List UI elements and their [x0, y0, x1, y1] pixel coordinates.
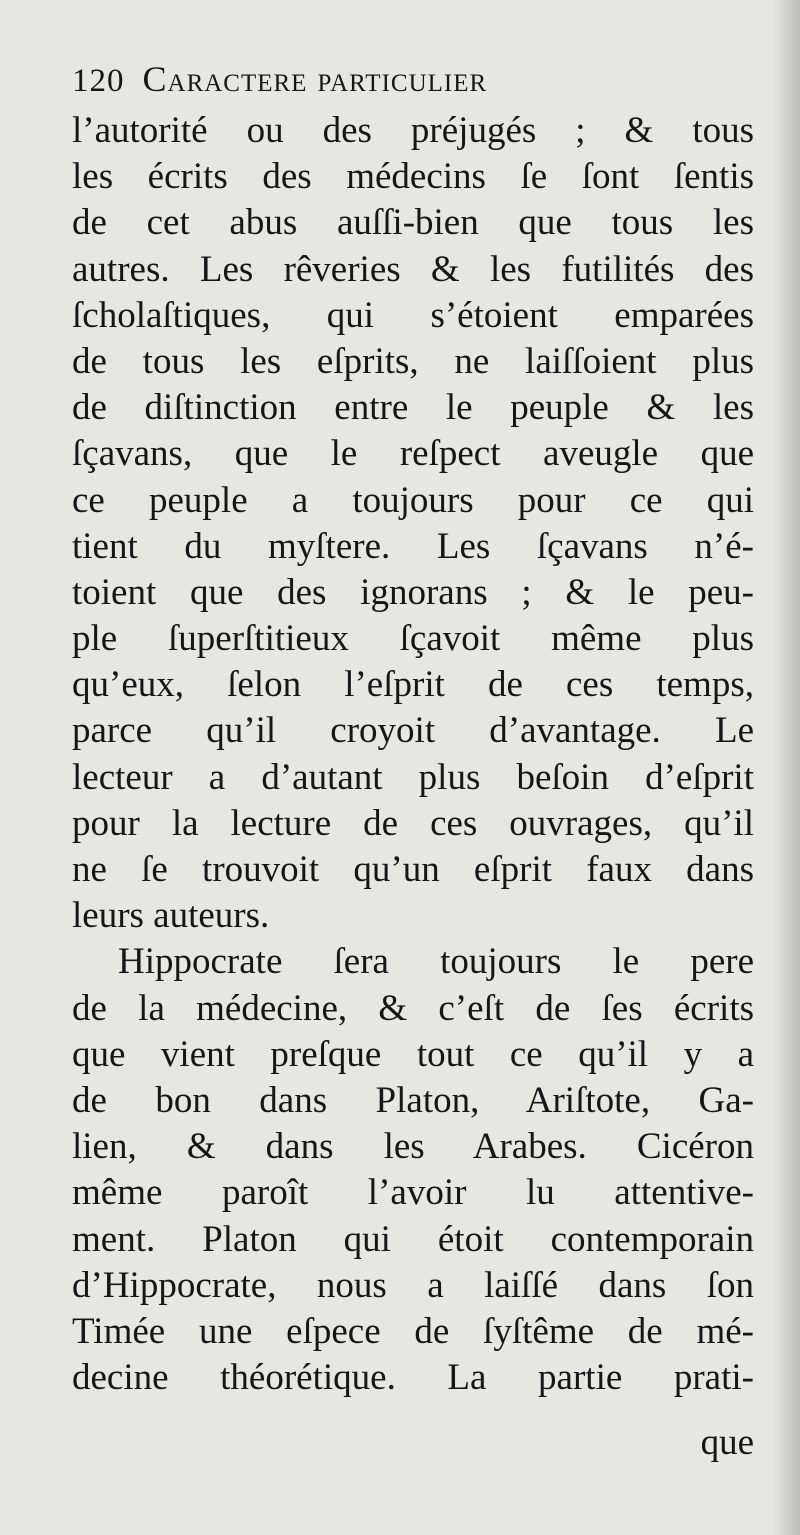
paragraph-end-line: leurs auteurs.	[72, 895, 270, 937]
text-line: ſçavans, que le reſpect aveugle que	[72, 433, 754, 475]
text-line: pour la lecture de ces ouvrages, qu’il	[72, 802, 754, 844]
text-line: l’autorité ou des préjugés ; & tous	[72, 110, 754, 151]
text-line: de cet abus auſſi-bien que tous les	[72, 202, 754, 244]
body-text	[72, 108, 754, 1401]
text-line: ſcholaſtiques, qui s’étoient emparées	[72, 294, 754, 336]
page-number: 120	[72, 63, 125, 99]
text-line: toient que des ignorans ; & le peu-	[72, 571, 754, 613]
text-line: de bon dans Platon, Ariſtote, Ga-	[72, 1079, 754, 1121]
text-line: d’Hippocrate, nous a laiſſé dans ſon	[72, 1264, 754, 1306]
text-line: decine théorétique. La partie prati-	[72, 1357, 754, 1399]
text-line: ne ſe trouvoit qu’un eſprit faux dans	[72, 849, 754, 890]
text-line: ce peuple a toujours pour ce qui	[72, 479, 754, 521]
text-line: que vient preſque tout ce qu’il y a	[72, 1033, 754, 1075]
text-line: de la médecine, & c’eſt de ſes écrits	[72, 987, 754, 1029]
text-line: ple ſuperſtitieux ſçavoit même plus	[72, 618, 754, 660]
text-line: les écrits des médecins ſe ſont ſentis	[72, 156, 754, 198]
text-line: de tous les eſprits, ne laiſſoient plus	[72, 340, 754, 382]
text-line: tient du myſtere. Les ſçavans n’é-	[72, 525, 754, 567]
text-line: ment. Platon qui étoit contemporain	[72, 1218, 754, 1260]
text-line: lien, & dans les Arabes. Cicéron	[72, 1126, 754, 1168]
catchword: que	[700, 1422, 754, 1463]
text-line: qu’eux, ſelon l’eſprit de ces temps,	[72, 664, 754, 706]
text-line: même paroît l’avoir lu attentive-	[72, 1172, 754, 1214]
text-line: Timée une eſpece de ſyſtême de mé-	[72, 1310, 754, 1352]
paragraph-start-line: Hippocrate ſera toujours le pere	[118, 941, 754, 983]
text-line: autres. Les rêveries & les futilités des	[72, 248, 754, 290]
text-line: de diſtinction entre le peuple & les	[72, 387, 754, 429]
running-title: Caractere particulier	[142, 59, 488, 99]
running-head	[72, 58, 752, 108]
text-line: lecteur a d’autant plus beſoin d’eſprit	[72, 756, 754, 798]
text-line: parce qu’il croyoit d’avantage. Le	[72, 710, 754, 752]
